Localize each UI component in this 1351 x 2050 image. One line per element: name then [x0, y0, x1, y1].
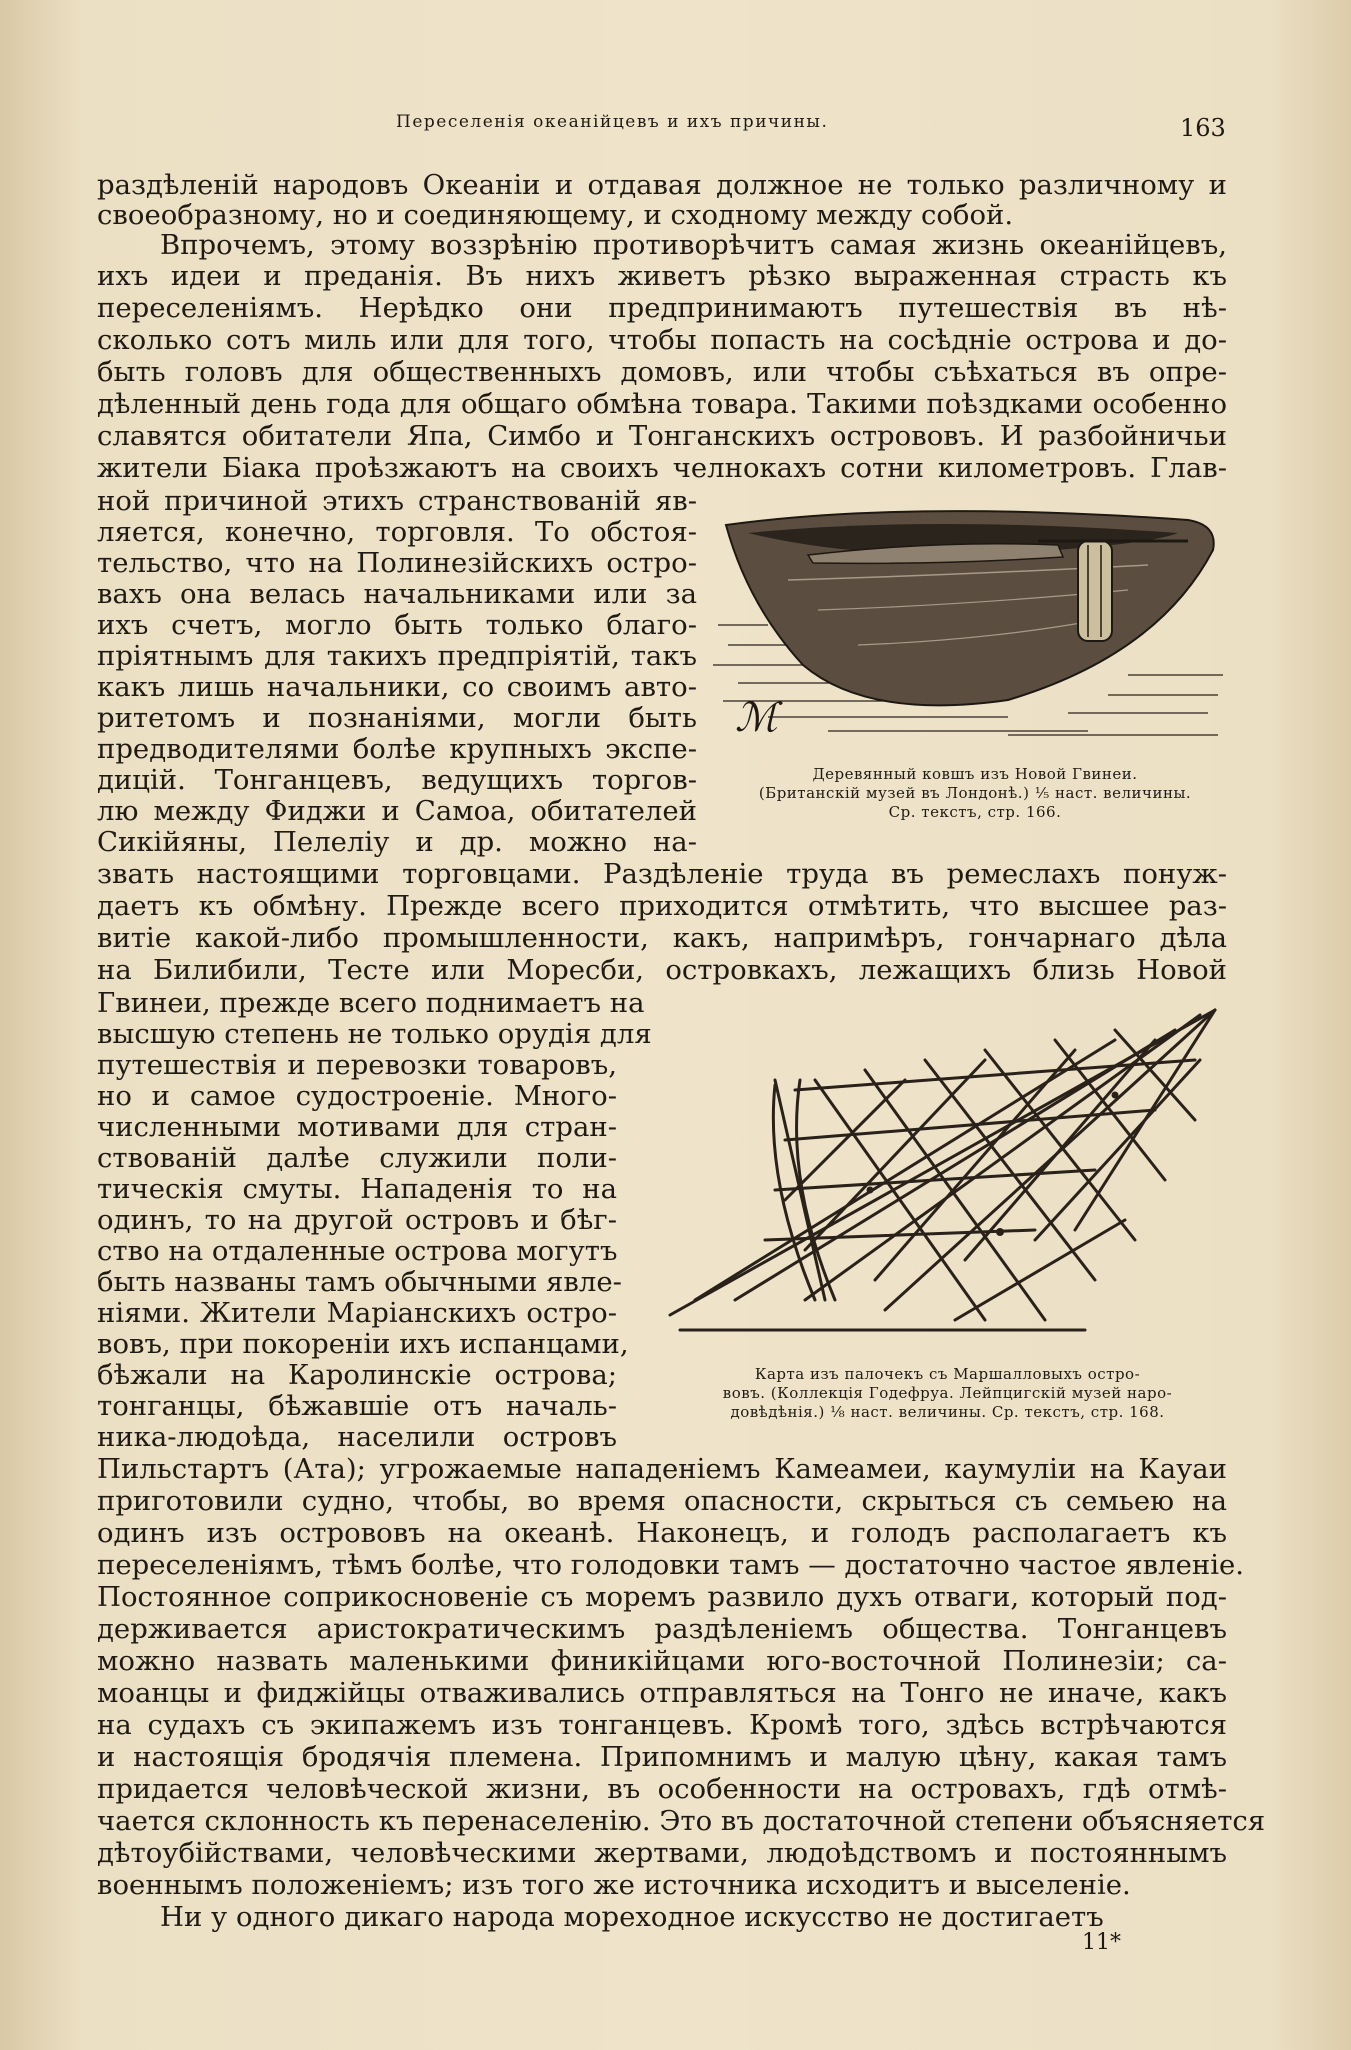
text-line: даетъ къ обмѣну. Прежде всего приходится отмѣтить, что высшее раз-	[97, 890, 1227, 922]
text-line: Сикійяны, Пелеліу и др. можно на-	[97, 826, 697, 858]
text-line: ніями. Жители Маріанскихъ остро-	[97, 1297, 617, 1329]
text-line: моанцы и фиджійцы отваживались отправляться на Тонго не иначе, какъ	[97, 1677, 1227, 1709]
text-line: ихъ счетъ, могло быть только благо-	[97, 609, 697, 641]
text-line: жители Біака проѣзжаютъ на своихъ челнокахъ сотни километровъ. Глав-	[97, 452, 1227, 484]
text-line: ляется, конечно, торговля. То обстоя-	[97, 516, 697, 548]
text-line: придается человѣческой жизни, въ особенности на островахъ, гдѣ отмѣ-	[97, 1773, 1227, 1805]
signature-mark: 11*	[1082, 1930, 1121, 1955]
text-line: но и самое судостроеніе. Много-	[97, 1080, 617, 1112]
text-line: своеобразному, но и соединяющему, и сходному между собой.	[97, 199, 1014, 231]
text-line: ствованій далѣе служили поли-	[97, 1142, 617, 1174]
text-line: на Билибили, Тесте или Моресби, островкахъ, лежащихъ близь Новой	[97, 954, 1227, 986]
figure-caption: Деревянный ковшъ изъ Новой Гвинеи.	[812, 765, 1138, 783]
text-line: вовъ, при покореніи ихъ испанцами,	[97, 1328, 629, 1360]
ladle-illustration	[708, 505, 1228, 750]
text-line: одинъ изъ острововъ на океанѣ. Наконецъ, и голодъ располагаетъ къ	[97, 1517, 1227, 1549]
engraver-signature: ℳ	[735, 695, 778, 741]
text-line: ника-людоѣда, населили островъ	[97, 1421, 617, 1453]
figure-caption: (Британскій музей въ Лондонѣ.) ⅕ наст. величины.	[758, 784, 1192, 802]
text-line: и настоящія бродячія племена. Припомнимъ и малую цѣну, какая тамъ	[97, 1741, 1227, 1773]
text-line: Ни у одного дикаго народа мореходное искусство не достигаетъ	[160, 1901, 1104, 1933]
text-line: витіе какой-либо промышленности, какъ, напримѣръ, гончарнаго дѣла	[97, 922, 1227, 954]
text-line: можно назвать маленькими финикійцами юго-восточной Полинезіи; са-	[97, 1645, 1227, 1677]
text-line: сколько сотъ миль или для того, чтобы попасть на сосѣдніе острова и до-	[97, 324, 1227, 356]
running-title: Переселенія океанійцевъ и ихъ причины.	[396, 112, 829, 132]
text-line: Постоянное соприкосновеніе съ моремъ развило духъ отваги, который под-	[97, 1581, 1227, 1613]
text-line: чается склонность къ перенаселенію. Это въ достаточной степени объясняется	[97, 1805, 1266, 1837]
text-line: приготовили судно, чтобы, во время опасности, скрыться съ семьею на	[97, 1485, 1227, 1517]
text-line: переселеніямъ, тѣмъ болѣе, что голодовки тамъ — достаточно частое явленіе.	[97, 1549, 1245, 1581]
text-line: военнымъ положеніемъ; изъ того же источника исходитъ и выселеніе.	[97, 1869, 1131, 1901]
text-line: пріятнымъ для такихъ предпріятій, такъ	[97, 640, 697, 672]
stick-chart-illustration	[655, 1000, 1225, 1350]
text-line: вахъ она велась начальниками или за	[97, 578, 697, 610]
text-line: Впрочемъ, этому воззрѣнію противорѣчитъ самая жизнь океанійцевъ,	[160, 229, 1227, 261]
text-line: тонганцы, бѣжавшіе отъ началь-	[97, 1390, 617, 1422]
figure-caption: Ср. текстъ, стр. 166.	[888, 803, 1062, 821]
text-line: какъ лишь начальники, со своимъ авто-	[97, 671, 697, 703]
text-line: быть головъ для общественныхъ домовъ, или чтобы съѣхаться въ опре-	[97, 356, 1227, 388]
text-line: путешествія и перевозки товаровъ,	[97, 1049, 617, 1081]
text-line: тическія смуты. Нападенія то на	[97, 1173, 617, 1205]
text-line: ритетомъ и познаніями, могли быть	[97, 702, 697, 734]
figure-caption: Карта изъ палочекъ съ Маршалловыхъ остро-	[754, 1365, 1141, 1383]
text-line: раздѣленій народовъ Океаніи и отдавая должное не только различному и	[97, 169, 1227, 201]
text-line: дѣтоубійствами, человѣческими жертвами, людоѣдствомъ и постояннымъ	[97, 1837, 1227, 1869]
text-line: на судахъ съ экипажемъ изъ тонганцевъ. Кромѣ того, здѣсь встрѣчаются	[97, 1709, 1227, 1741]
text-line: ной причиной этихъ странствованій яв-	[97, 485, 697, 517]
text-line: Пильстартъ (Ата); угрожаемые нападеніемъ Камеамеи, каумуліи на Кауаи	[97, 1453, 1227, 1485]
text-line: бѣжали на Каролинскіе острова;	[97, 1359, 617, 1391]
text-line: быть названы тамъ обычными явле-	[97, 1266, 622, 1298]
text-line: дѣленный день года для общаго обмѣна товара. Такими поѣздками особенно	[97, 388, 1227, 420]
text-line: славятся обитатели Япа, Симбо и Тонганскихъ острововъ. И разбойничьи	[97, 420, 1227, 452]
figure-caption: довѣдѣнія.) ⅛ наст. величины. Ср. текстъ, стр. 168.	[730, 1403, 1165, 1421]
text-line: численными мотивами для стран-	[97, 1111, 617, 1143]
figure-caption: вовъ. (Коллекція Годефруа. Лейпцигскій музей наро-	[722, 1384, 1173, 1402]
text-line: лю между Фиджи и Самоа, обитателей	[97, 795, 697, 827]
text-line: предводителями болѣе крупныхъ экспе-	[97, 733, 697, 765]
page-number: 163	[1180, 114, 1226, 142]
text-line: дицій. Тонганцевъ, ведущихъ торгов-	[97, 764, 697, 796]
text-line: переселеніямъ. Нерѣдко они предпринимаютъ путешествія въ нѣ-	[97, 292, 1227, 324]
text-line: держивается аристократическимъ раздѣленіемъ общества. Тонганцевъ	[97, 1613, 1227, 1645]
text-line: ство на отдаленные острова могутъ	[97, 1235, 618, 1267]
text-line: высшую степень не только орудія для	[97, 1018, 652, 1050]
text-line: звать настоящими торговцами. Раздѣленіе труда въ ремеслахъ понуж-	[97, 858, 1227, 890]
text-line: одинъ, то на другой островъ и бѣг-	[97, 1204, 617, 1236]
text-line: тельство, что на Полинезійскихъ остро-	[97, 547, 697, 579]
text-line: ихъ идеи и преданія. Въ нихъ живетъ рѣзко выраженная страсть къ	[97, 260, 1227, 292]
text-line: Гвинеи, прежде всего поднимаетъ на	[97, 987, 645, 1019]
